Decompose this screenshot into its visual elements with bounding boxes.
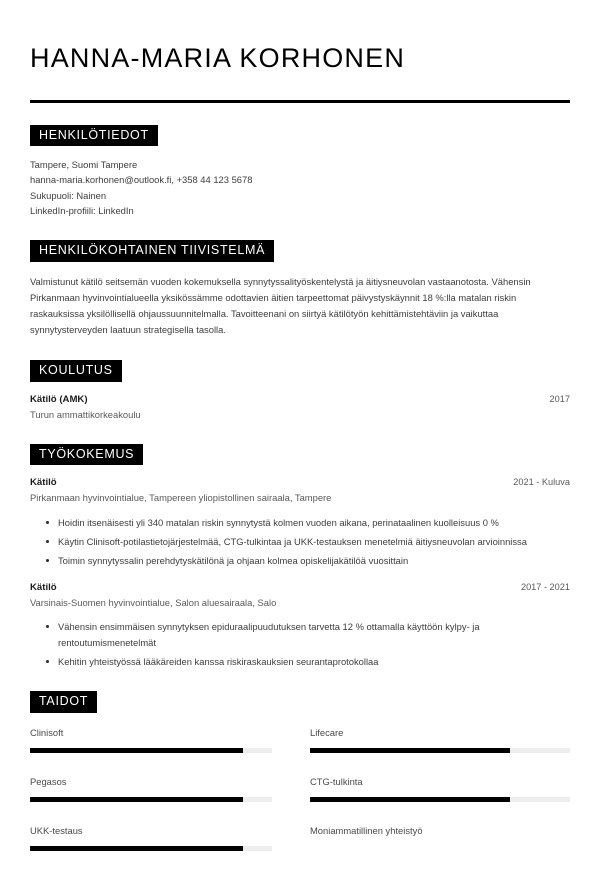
skill-label: UKK-testaus [30, 824, 83, 836]
education-entry-head [30, 394, 570, 405]
page-title: HANNA-MARIA KORHONEN [30, 43, 406, 73]
education-institution: Turun ammattikorkeakoulu [30, 408, 141, 420]
experience-bullet: Toimin synnytyssalin perehdytyskätilönä ja ohjaan kolmea opiskelijakätilöä vuosittain [44, 553, 570, 568]
education-degree: Kätilö (AMK) [30, 393, 88, 405]
education-date: 2017 [549, 393, 570, 404]
section-experience [30, 444, 570, 669]
contact-line: hanna-maria.korhonen@outlook.fi, +358 44 123 5678 [30, 174, 253, 186]
skill-level-fill [30, 846, 243, 851]
section-summary [30, 240, 570, 338]
skill-item [310, 775, 570, 802]
skill-level-bar [30, 797, 272, 802]
experience-entry-head [30, 582, 570, 593]
experience-bullet-list [30, 619, 570, 669]
section-heading-experience: TYÖKOKEMUS [30, 444, 143, 466]
experience-date: 2021 - Kuluva [513, 477, 570, 488]
skill-item [30, 726, 272, 753]
skill-label: CTG-tulkinta [310, 775, 363, 787]
skill-level-fill [30, 797, 243, 802]
experience-bullet: Vähensin ensimmäisen synnytyksen epiduraalipuudutuksen tarvetta 12 % ottamalla käyttöön kylpy- ja rentoutumismenetelmät [44, 619, 570, 649]
contact-details [30, 157, 570, 218]
skill-item [30, 824, 272, 851]
section-skills [30, 691, 570, 873]
experience-bullet: Käytin Clinisoft-potilastietojärjestelmää, CTG-tulkintaa ja UKK-testauksen menetelmiä äitiysneuvolan arvioinnissa [44, 534, 570, 549]
skill-label: Moniammatillinen yhteistyö [310, 824, 423, 836]
skill-item [310, 824, 570, 851]
skills-grid [30, 726, 570, 873]
section-heading-skills: TAIDOT [30, 691, 97, 713]
experience-bullet: Kehitin yhteistyössä lääkäreiden kanssa riskiraskauksien seurantaprotokollaa [44, 654, 570, 669]
experience-bullet: Hoidin itsenäisesti yli 340 matalan riskin synnytystä kolmen vuoden aikana, perinataalinen kuolleisuus 0 % [44, 515, 570, 530]
experience-employer: Pirkanmaan hyvinvointialue, Tampereen yliopistollinen sairaala, Tampere [30, 492, 332, 504]
skill-item [310, 726, 570, 753]
header-divider [30, 100, 570, 103]
skill-level-fill [30, 748, 243, 753]
skill-item [30, 775, 272, 802]
experience-entry [30, 582, 570, 669]
summary-text: Valmistunut kätilö seitsemän vuoden kokemuksella synnytyssalityöskentelystä ja äitiysneuvolan vastaanotosta. Vähensin Pirkanmaan hyvinvointialueella yksikössämme odottavien äitien tarpeettomat päivystyskäynnit 18 %:lla matalan riskin raskauksissa yksilöllisellä ohjaussuunnitelmalla. Tavoitteenani on siirtyä kätilötyön kehittämistehtäviin ja vaikuttaa synnytysterveyden laatuun strategisella tasolla. [30, 275, 531, 336]
skill-label: Pegasos [30, 775, 67, 787]
contact-line: Sukupuoli: Nainen [30, 189, 107, 201]
experience-date: 2017 - 2021 [520, 582, 570, 593]
skill-label: Lifecare [310, 726, 344, 738]
skill-level-bar [310, 797, 570, 802]
experience-entry [30, 477, 570, 568]
skill-label: Clinisoft [30, 726, 64, 738]
contact-line: Tampere, Suomi Tampere [30, 159, 138, 171]
skill-level-bar [310, 748, 570, 753]
experience-employer: Varsinais-Suomen hyvinvointialue, Salon aluesairaala, Salo [30, 597, 277, 609]
experience-bullet-list [30, 515, 570, 569]
experience-entry-head [30, 477, 570, 488]
section-heading-summary: HENKILÖKOHTAINEN TIIVISTELMÄ [30, 240, 274, 262]
contact-line: LinkedIn-profiili: LinkedIn [30, 204, 134, 216]
section-education [30, 360, 570, 422]
skill-level-fill [310, 748, 510, 753]
experience-job-title: Kätilö [30, 477, 57, 489]
section-heading-education: KOULUTUS [30, 360, 122, 382]
skill-level-bar [30, 846, 272, 851]
experience-job-title: Kätilö [30, 582, 57, 594]
skill-level-bar [30, 748, 272, 753]
education-entry [30, 394, 570, 422]
skill-level-fill [310, 797, 510, 802]
section-personal-info [30, 125, 570, 218]
section-heading-personal-info: HENKILÖTIEDOT [30, 125, 158, 147]
